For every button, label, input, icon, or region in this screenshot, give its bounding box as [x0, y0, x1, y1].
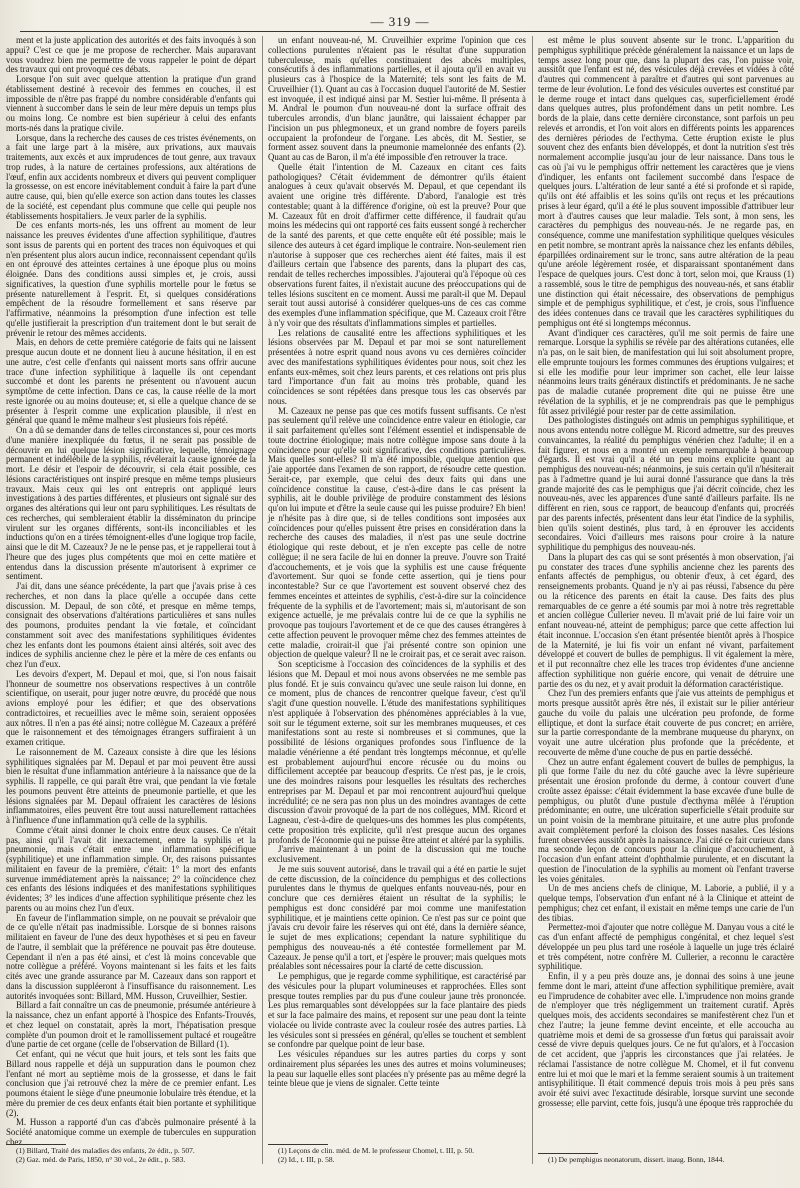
footnote-rule	[6, 1144, 66, 1145]
paragraph: Son scepticisme à l'occasion des coïncidences de la syphilis et des lésions que M. Depaul et moi nous avons observées ne me semble pas plus fondé. Et je suis convaincu qu'avec une seule raison lui donne, en ce moment, plus de chances de rencontrer quelque faveur, c'est qu'il s'agit d'une question nouvelle. L'étude des manifestations syphilitiques n'est appliquée à l'observation des phénomènes appréciables à la vue, soit sur le tégument externe, soit sur les membranes muqueuses, et ces manifestations sont au reste si nombreuses et si communes, que la possibilité de lésions organiques profondes sous l'influence de la maladie vénérienne a été pendant très longtemps méconnue, et qu'elle est probablement aujourd'hui encore récusée ou du moins ou difficilement acceptée par beaucoup d'esprits. Ce n'est pas, je le crois, une des moindres raisons pour lesquelles les résultats des recherches entreprises par M. Depaul et par moi rencontrent aujourd'hui quelque incrédulité; ce ne sera pas non plus un des moindres avantages de cette discussion d'avoir provoqué de la part de nos collègues, MM. Ricord et Lagneau, c'est-à-dire de quelques-uns des hommes les plus compétents, cette proposition très explicite, qu'il n'est presque aucun des organes profonds de l'économie qui ne puisse être atteint et altéré par la syphilis.	[268, 659, 526, 845]
paragraph: En faveur de l'inflammation simple, on ne pouvait se prévaloir que de ce qu'elle n'était pas inadmissible. Lorsque de si bonnes raisons militaient en faveur de l'une des deux hypothèses et si peu en faveur de l'autre, il semblait que la préférence ne pouvait pas être douteuse. Cependant il n'en a pas été ainsi, et c'est là moins concevable que notre collègue a préféré. Voyons maintenant si les faits et les faits cités avec une grande assurance par M. Cazeaux dans son rapport et dans la discussion suppléeront à l'insuffisance du raisonnement. Les autorités invoquées sont: Billard, MM. Husson, Cruveilhier, Sestier.	[6, 912, 256, 1001]
paragraph: Mais, en dehors de cette première catégorie de faits qui ne laissent presque aucun doute et ne donnent lieu à aucune hésitation, il en est une autre, c'est celle d'enfants qui naissent morts sans offrir aucune trace d'une infection syphilitique à laquelle ils ont cependant succombé et dont les parents ne présentent ou n'avouent aucun symptôme de cette infection. Dans ce cas, la cause réelle de la mort reste ignorée ou au moins douteuse; et, si elle a quelque chance de se présenter à l'esprit comme une explication plausible, il n'est en général que quand le même malheur s'est plusieurs fois répété.	[6, 337, 256, 426]
paragraph: Un de mes anciens chefs de clinique, M. Laborie, a publié, il y a quelque temps, l'observation d'un enfant né à la Clinique et atteint de pemphigus; chez cet enfant, il existait en même temps une carie de l'un des tibias.	[538, 883, 794, 923]
paragraph: Quelle était l'intention de M. Cazeaux en citant ces faits pathologiques? C'était évidemment de démontrer qu'ils étaient analogues à ceux qu'avait observés M. Depaul, et que cependant ils avaient une origine très différente. D'abord, l'analogie est très contestable; quant à la différence d'origine, où est la preuve? Pour que M. Cazeaux fût en droit d'affirmer cette différence, il faudrait qu'au moins les médecins qui ont rapporté ces faits eussent songé à rechercher de la santé des parents, et que cette enquête eût été possible; mais le silence des auteurs à cet égard implique le contraire. Non-seulement rien n'autorise à supposer que ces recherches aient été faites, mais il est d'ailleurs certain que l'absence des parents, dans la plupart des cas, rendait de telles recherches impossibles. J'ajouterai qu'à l'époque où ces observations furent faites, il n'existait aucune des préoccupations qui de telles lésions suscitent en ce moment. Aussi me paraît-il que M. Depaul serait tout aussi autorisé à considérer quelques-uns de ces cas comme des exemples d'une inflammation spécifique, que M. Cazeaux croit l'être à n'y voir que des résultats d'inflammations simples et partielles.	[268, 161, 527, 328]
paragraph: De ces enfants morts-nés, les uns offrent au moment de leur naissance les preuves évidentes d'une affection syphilitique, d'autres sont issus de parents qui en portent des traces non équivoques et qui n'en présentent plus alors aucun indice, reconnaissent cependant qu'ils en ont éprouvé des atteintes certaines à une époque plus ou moins éloignée. Dans des conditions aussi simples et, je crois, aussi significatives, la question d'une syphilis mortelle pour le fœtus se présente naturellement à l'esprit. Et, si quelques considérations empêchent de la résoudre formellement et sans réserve par l'affirmative, néanmoins la présomption d'une infection est telle qu'elle justifierait la prescription d'un traitement dont le but serait de prévenir le retour des mêmes accidents.	[6, 220, 256, 338]
paragraph: Cet enfant, qui ne vécut que huit jours, et tels sont les faits que Billard nous rappelle et déjà un suppuration dans le poumon chez l'enfant né mort au septième mois de la grossesse, et dans le fait conclusion que j'ai retrouvé chez la mère de ce premier enfant. Les poumons étaient le siège d'une pneumonie lobulaire très étendue, et la mère du premier de ces deux enfants était bien portante et syphilitique (2).	[6, 1049, 256, 1118]
paragraph: Billard a fait connaître un cas de pneumonie, présumée antérieure à la naissance, chez un enfant apporté à l'hospice des Enfants-Trouvés, et chez lequel on constatait, après la mort, l'hépatisation presque complète d'un poumon droit et le ramollissement pultacé et rougeâtre d'une partie de cet organe (celle de l'observation de Billard (1).	[6, 1000, 256, 1050]
paragraph: Le raisonnement de M. Cazeaux consiste à dire que les lésions syphilitiques signalées par M. Depaul et par moi peuvent être aussi bien le résultat d'une inflammation antérieure à la naissance que de la syphilis. Il rappelle, ce qui paraît être vrai, que pendant la vie fœtale les poumons peuvent être atteints de pneumonie partielle, et que les lésions signalées par M. Depaul offraient les caractères de lésions inflammatoires, elles peuvent être tout aussi naturellement rattachées à l'influence d'une inflammation qu'à celle de la syphilis.	[6, 746, 256, 825]
paragraph: M. Husson a rapporté d'un cas d'abcès pulmonaire présenté à la Société anatomique comme un exemple de tubercules en suppuration chez	[6, 1117, 256, 1147]
paragraph: Lorsque l'on suit avec quelque attention la pratique d'un grand établissement destiné à recevoir des femmes en couches, il est impossible de n'être pas frappé du nombre considérable d'enfants qui viennent à succomber dans le sein de leur mère depuis un temps plus ou moins long. Ce nombre est bien supérieur à celui des enfants morts-nés dans la pratique civile.	[6, 74, 256, 133]
footnotes	[268, 1144, 526, 1164]
paragraph: Dans la plupart des cas qui se sont présentés à mon observation, j'ai pu constater des traces d'une syphilis ancienne chez les parents des enfants affectés de pemphigus, ou obtenir d'eux, à cet égard, des renseignements probants. Quand je n'y ai pas réussi, l'absence du père ou la réticence des parents en était la cause. Des faits des plus remarquables de ce genre a été soumis par moi à notre très regrettable et ancien collègue Cullerier neveu. Il m'avait prié de lui faire voir un enfant nouveau-né, atteint de pemphigus; parce que cette affection lui était inconnue. L'occasion s'en étant présentée bientôt après à l'hospice de la Maternité, je lui fis voir un enfant né vivant, parfaitement développé et couvert de bulles de pemphigus. Il vit également la mère, et il put reconnaître chez elle les traces trop évidentes d'une ancienne affection syphilitique non guérie encore, qui venait de détruire une partie des os du nez, et y avait produit la déformation caractéristique.	[538, 551, 794, 689]
paragraph: Lorsque, dans la recherche des causes de ces tristes événements, on a fait une large part à la misère, aux privations, aux mauvais traitements, aux excès et aux imprudences de tout genre, aux travaux trop rudes, à la nature de certaines professions, aux altérations de l'œuf, enfin aux accidents nombreux et divers qui peuvent compliquer la grossesse, on est encore inévitablement conduit à faire la part d'une autre cause, qui, bien qu'elle exerce son action dans toutes les classes de la société, est cependant plus commune que celle qui peuple nos établissements hospitaliers. Je veux parler de la syphilis.	[6, 132, 256, 221]
footnote: (1) Billard, Traité des maladies des enfants, 2e édit., p. 507.	[16, 1146, 195, 1156]
paragraph: Des pathologistes distingués ont admis un pemphigus syphilitique, et nous avons entendu notre collègue M. Ricord admettre, sur des preuves convaincantes, la réalité du pemphigus vénérien chez l'adulte; il en a fait figurer, et nous en a montré un exemple remarquable à beaucoup d'égards. Il est vrai qu'il a été un peu moins explicite quant au pemphigus des nouveau-nés; néanmoins, je suis certain qu'il n'hésiterait pas à l'admettre quand je lui aurai donné l'assurance que dans la très grande majorité des cas le pemphigus que j'ai décrit coïncide, chez les nouveau-nés, avec les apparences d'une santé d'ailleurs parfaite. Ils ne diffèrent en rien, sous ce rapport, de beaucoup d'enfants qui, procréés par des parents infectés, présentent dans leur état l'indice de la syphilis, bien qu'ils soient destinés, plus tard, à en éprouver les accidents secondaires. Voici d'ailleurs mes raisons pour croire à la nature syphilitique du pemphigus des nouveau-nés.	[538, 415, 794, 552]
footnotes	[538, 1153, 794, 1164]
column-divider	[532, 36, 533, 1164]
paragraph: On a dû se demander dans de telles circonstances si, pour ces morts d'une manière inexpliquée du fœtus, il ne serait pas possible de découvrir en lui quelque lésion significative, lequelle, témoignage permanent et indélébile de la syphilis, révélerait la cause ignorée de la mort. Le désir et l'espoir de découvrir, si cela était possible, ces lésions caractéristiques ont inspiré presque en même temps plusieurs travaux. Mais ceux qui les ont entrepris ont appliqué leurs investigations à des parties différentes, et plusieurs ont signalé sur des organes des altérations qui leur ont paru syphilitiques. Les résultats de ces recherches, qui sembleraient établir la disséminaton du principe virulent sur les organes différents, sont-ils inconciliables et les inductions qu'on en a tirées témoignent-elles d'une logique trop facile, ainsi que le dit M. Cazeaux? Je ne le pense pas, et je rappellerai tout à l'heure que des juges plus compétents que moi en cette matière et entendus dans la discussion présente m'autorisent à exprimer ce sentiment.	[6, 425, 256, 582]
column-divider	[262, 36, 263, 1164]
paragraph: Les devoirs d'expert, M. Depaul et moi, que, si l'on nous faisait l'honneur de soumettre nos observations respectives à un contrôle scientifique, on userait, pour juger notre œuvre, du procédé que nous avions employé pour les édifier; et que des observations contradictoires, et recueillies avec le même soin, seraient opposées aux nôtres. Il n'en a pas été ainsi; notre collègue M. Cazeaux a préféré que le raisonnement et des témoignages étrangers suffiraient à un examen critique.	[6, 668, 256, 747]
column-middle	[268, 36, 526, 1164]
paragraph: Chez un autre enfant également couvert de bulles de pemphigus, la pli que forme l'aile du nez du côté gauche avec la lèvre supérieure présentait une érosion profonde du derme, à contour couvert d'une croûte assez épaisse: c'était évidemment la base excavée d'une bulle de pemphigus, ou plutôt d'une pustule d'ecthyma mêlée à l'éruption prédominante; en outre, une ulcération superficielle s'était produite sur un point voisin de la membrane pituitaire, et une autre plus profonde avait complètement perforé la cloison des fosses nasales. Ces lésions furent observées aussitôt après la naissance. J'ai cité ce fait curieux dans ma seconde leçon de concours pour la clinique d'accouchement, à l'occasion d'un enfant atteint d'ophthalmie purulente, et en discutant la question de l'inoculation de la syphilis au moment où l'enfant traverse les voies génitales.	[538, 756, 794, 884]
paragraph: Avant d'indiquer ces caractères, qu'il me soit permis de faire une remarque. Lorsque la syphilis se révèle par des altérations cutanées, elle n'a pas, on le sait bien, de manifestation qui lui soit absolument propre, elle emprunte toujours les formes communes des éruptions vulgaires; et si elle les modifie pour leur imprimer son cachet, elle leur laisse néanmoins leurs traits généraux distinctifs et prédominants. Je ne sache pas de maladie cutanée proprement dite qui ne puisse être une révélation de la syphilis, et je ne comprendrais pas que le pemphigus fût assez privilégié pour rester par de cette assimilation.	[538, 327, 794, 416]
paragraph: Je me suis souvent autorisé, dans le travail qui a été en partie le sujet de cette discussion, de la coïncidence du pemphigus et des collections purulentes dans le thymus de quelques enfants nouveau-nés, pour en conclure que ces dernières étaient un résultat de la syphilis; le pemphigus est donc considéré par moi comme une manifestation syphilitique, et je maintiens cette opinion. Ce n'est pas sur ce point que j'avais cru devoir faire les réserves qui ont été, dans la dernière séance, le sujet de mes explications; cependant la nature syphilitique du pemphigus des nouveau-nés a été contestée formellement par M. Cazeaux. Je pense qu'il a tort, et j'espère le prouver; mais quelques mots préalables sont nécessaires pour la clarté de cette discussion.	[268, 863, 526, 972]
header-rule	[20, 31, 778, 32]
footnotes	[6, 1144, 256, 1164]
paragraph: J'ai dit, dans une séance précédente, la part que j'avais prise à ces recherches, et non dans la place qu'elle a occupée dans cette discussion. M. Depaul, de son côté, et presque en même temps, consignait des observations d'altérations particulières et sans nulles des poumons, produites pendant la vie fœtale, et coïncidant constamment soit avec des manifestations syphilitiques évidentes chez les enfants dont les poumons étaient ainsi altérés, soit avec des indices de syphilis ancienne chez le père et la mère de ces enfants ou chez l'un d'eux.	[6, 581, 256, 669]
paragraph: est même le plus souvent absente sur le tronc. L'apparition du pemphigus syphilitique précède généralement la naissance et un laps de temps assez long pour que, dans la plupart des cas, l'on puisse voir, aussitôt que l'enfant est né, des vésicules déjà crevées et vidées à côté d'autres qui commencent à paraître et d'autres qui sont parvenues au terme de leur évolution. Le fond des vésicules ouvertes est constitué par le derme rouge et intact dans quelques cas, superficiellement érodé dans quelques autres, plus profondément dans un petit nombre. Les bords de la plaie, dans cette dernière circonstance, sont parfois un peu relevés et arrondis, et l'on voit alors en différents points les apparences des dernières périodes de l'ecthyma. Cette éruption existe le plus souvent chez des enfants bien développés, et dont la nutrition s'est très normalement accomplie jusqu'au jour de leur naissance. Dans tous le cas où j'ai vu le pemphigus offrir nettement les caractères que je viens d'indiquer, les enfants ont facilement succombé dans l'espace de quelques jours. L'altération de leur santé a été si profonde et si rapide, qu'ils ont été affaiblis et les soins qu'ils ont reçus et les précautions prises à leur égard, qu'il a été le plus souvent impossible d'attribuer leur mort à d'autres causes que leur maladie. Tels sont, à mon sens, les caractères du pemphigus des nouveau-nés. Je ne regarde pas, en conséquence, comme une manifestation syphilitique quelques vésicules en petit nombre, se montrant après la naissance chez les enfants débiles, éparpillées ordinairement sur le tronc, sans autre altération de la peau qu'une aréole légèrement rosée, et disparaissant spontanément dans l'espace de quelques jours. C'est donc à tort, selon moi, que Krauss (1) a rassemblé, sous le titre de pemphigus des nouveau-nés, et sans établir une distinction qui était nécessaire, des observations de pemphigus simple et de pemphigus syphilitique, et c'est, je crois, sous l'influence des idées contenues dans ce travail que les caractères syphilitiques du pemphigus ont été si longtemps méconnus.	[538, 35, 794, 328]
paragraph: Comme c'était ainsi donner le choix entre deux causes. Ce n'était pas, ainsi qu'il l'avait dit inexactement, entre la syphilis et la pneumonie, mais c'était entre une inflammation spécifique (syphilitique) et une inflammation simple. Or, des raisons puissantes militaient en faveur de la première, c'était: 1° la mort des enfants survenue immédiatement après la naissance; 2° la coïncidence chez ces enfants des lésions indiquées et des manifestations syphilitiques évidentes; 3° les indices d'une affection syphilitique présente chez les parents ou au moins chez l'un d'eux.	[6, 824, 256, 913]
column-body	[268, 36, 526, 1089]
column-body	[538, 36, 794, 1109]
paragraph: Le pemphigus, que je regarde comme syphilitique, est caractérisé par des vésicules pour la plupart volumineuses et rapprochées. Elles sont presque toutes remplies par du pus d'une couleur jaune très prononcée. Les plus remarquables sont développées sur la face plantaire des pieds et sur la face palmaire des mains, et reposent sur une peau dont la teinte violacée ou livide contraste avec la couleur rosée des autres parties. Là les vésicules sont si pressées en général, qu'elles se touchent et semblent se confondre par quelque point de leur base.	[268, 971, 526, 1050]
paragraph: ment et la juste application des autorités et des faits invoqués à son appui? C'est ce que je me propose de rechercher. Mais auparavant vous voudrez bien me permettre de vous rappeler le point de départ des travaux qui ont provoqué ces débats.	[6, 35, 256, 75]
paragraph: un enfant nouveau-né, M. Cruveilhier exprime l'opinion que ces collections purulentes n'étaient pas le résultat d'une suppuration tuberculeuse, mais qu'elles constituaient des abcès multiples, consécutifs à des inflammations partielles, et il ajouta qu'il en avait vu plusieurs cas à l'hospice de la Maternité; tels sont les faits de M. Cruveilhier (1). Quant au cas à l'occasion duquel l'autorité de M. Sestier est invoquée, il est indiqué ainsi par M. Sestier lui-même. Il présenta à M. Andral le poumon d'un nouveau-né dont la surface offrait des tubercules arrondis, d'un blanc jaunâtre, qui laissaient échapper par l'incision un pus phlegmoneux, et un grand nombre de foyers pareils occupaient la profondeur de l'organe. Les abcès, dit M. Sestier, se forment assez souvent dans la pneumonie mamelonnée des enfants (2). Quant au cas de Baron, il m'a été impossible d'en retrouver la trace.	[268, 35, 526, 162]
paragraph: Les vésicules répandues sur les autres parties du corps y sont ordinairement plus séparées les unes des autres et moins volumineuses; la peau sur laquelle elles sont placées n'y présente pas au même degré la teinte bleue que je viens de signaler. Cette teinte	[268, 1049, 526, 1089]
paragraph: J'arrive maintenant à un point de la discussion qui me touche exclusivement.	[268, 844, 526, 864]
paragraph: M. Cazeaux ne pense pas que ces motifs fussent suffisants. Ce n'est pas seulement qu'il relève une coïncidence entre valeur en étiologie, car il sait parfaitement qu'elles sont l'élément essentiel et indispensable de toute doctrine étiologique; mais notre collègue impose sans doute à la coïncidence pour qu'elle soit significative, des conditions particulières. Mais quelles sont-elles? Il m'a été impossible, quelque attention que j'aie apportée dans l'examen de son rapport, de résoudre cette question. Serait-ce, par exemple, que celui des deux faits qui dans une coïncidence constitue la cause, c'est-à-dire dans le cas présent la syphilis, ait le double privilège de produire constamment des lésions qu'on lui impute et d'être la seule cause qui les puisse produire? Eh bien! je n'hésite pas à dire que, si de telles conditions sont imposées aux coïncidences pour qu'elles puissent être prises en considération dans la recherche des causes des maladies, il n'est pas une seule doctrine étiologique qui reste debout, et je n'en excepte pas celle de notre collègue; il ne sera facile de lui en donner la preuve. J'ouvre son Traité d'accouchements, et je vois que la syphilis est une cause fréquente d'avortement. Sur quoi se fonde cette assertion, qui je tiens pour incontestable? Sur ce que l'avortement est souvent observé chez des femmes enceintes et atteintes de syphilis, c'est-à-dire sur la coïncidence fréquente de la syphilis et de l'avortement; mais si, m'autorisant de son exigence actuelle, je me prévalais contre lui de ce que la syphilis ne provoque pas toujours l'avortement et de ce que des causes étrangères à cette affection peuvent le provoquer même chez des femmes atteintes de cette maladie, croirait-il que j'ai présenté contre son opinion une objection de quelque valeur? Il ne le croirait pas, et ce serait avec raison.	[268, 405, 526, 660]
footnote: (2) Gaz. méd. de Paris, 1850, n° 30 vol., 2e édit., p. 583.	[16, 1154, 186, 1164]
page-number: — 319 —	[370, 14, 430, 29]
column-left	[6, 36, 256, 1164]
footnote: (1) Leçons de clin. méd. de M. le professeur Chomel, t. III, p. 50.	[278, 1146, 474, 1156]
footnote-rule	[538, 1153, 598, 1154]
footnote: (2) Id., t. III, p. 58.	[278, 1154, 335, 1164]
footnote-rule	[268, 1144, 328, 1145]
column-right	[538, 36, 794, 1164]
paragraph: Enfin, il y a peu près douze ans, je donnai des soins à une jeune femme dont le mari, atteint d'une affection syphilitique première, avait eu l'imprudence de cohabiter avec elle. L'imprudence non moins grande de n'employer que très négligemment un traitement curatif. Après quelques mois, des accidents secondaires se manifestèrent chez l'un et chez l'autre; la jeune femme devint enceinte, et elle accoucha au quatrième mois et demi de sa grossesse d'un fœtus qui paraissait avoir cessé de vivre depuis quelques jours. Ce ne fut qu'alors, et à l'occasion de cet accident, que j'appris les circonstances que j'ai relatées. Je réclamai l'assistance de notre collègue M. Chomel, et il fut convenu entre lui et moi que le mari et la femme seraient soumis à un traitement antisyphilitique. Il était commencé depuis trois mois à peu près sans avoir été suivi avec l'exactitude désirable, lorsque survint une seconde grossesse; elle parvint, cette fois, jusqu'à une époque très rapprochée du	[538, 971, 794, 1108]
footnote: (1) De pemphigus neonatorum, dissert. inaug. Bonn, 1844.	[548, 1154, 725, 1164]
paragraph: Les relations de causalité entre les affections syphilitiques et les lésions observées par M. Depaul et par moi se sont naturellement présentées à notre esprit quand nous avons vu ces dernières coïncider avec des manifestations syphilitiques évidentes pour nous, soit chez les enfants eux-mêmes, soit chez leurs parents, et ces relations ont pris plus tard l'importance d'un fait au moins très probable, quand les coïncidences se sont répétées dans presque tous les cas observés par nous.	[268, 327, 526, 406]
paragraph: Permettez-moi d'ajouter que notre collègue M. Danyau vous a cité le cas d'un enfant affecté de pemphigus congénital, et chez lequel s'est développée un peu plus tard une roséole à laquelle un juge très éclairé et très compétent, notre confrère M. Cullerier, a reconnu le caractère syphilitique.	[538, 922, 794, 972]
paragraph: Chez l'un des premiers enfants que j'aie vus atteints de pemphigus et morts presque aussitôt après être nés, il existait sur le pilier antérieur gauche du voile du palais une ulcération peu profonde, de forme elliptique, et dont la surface était couverte de pus concret; en arrière, sur la partie correspondante de la membrane muqueuse du pharynx, on voyait une autre ulcération plus profonde que la précédente, et recouverte de même d'une couche de pus en partie desséché.	[538, 688, 794, 757]
column-body	[6, 35, 256, 1147]
